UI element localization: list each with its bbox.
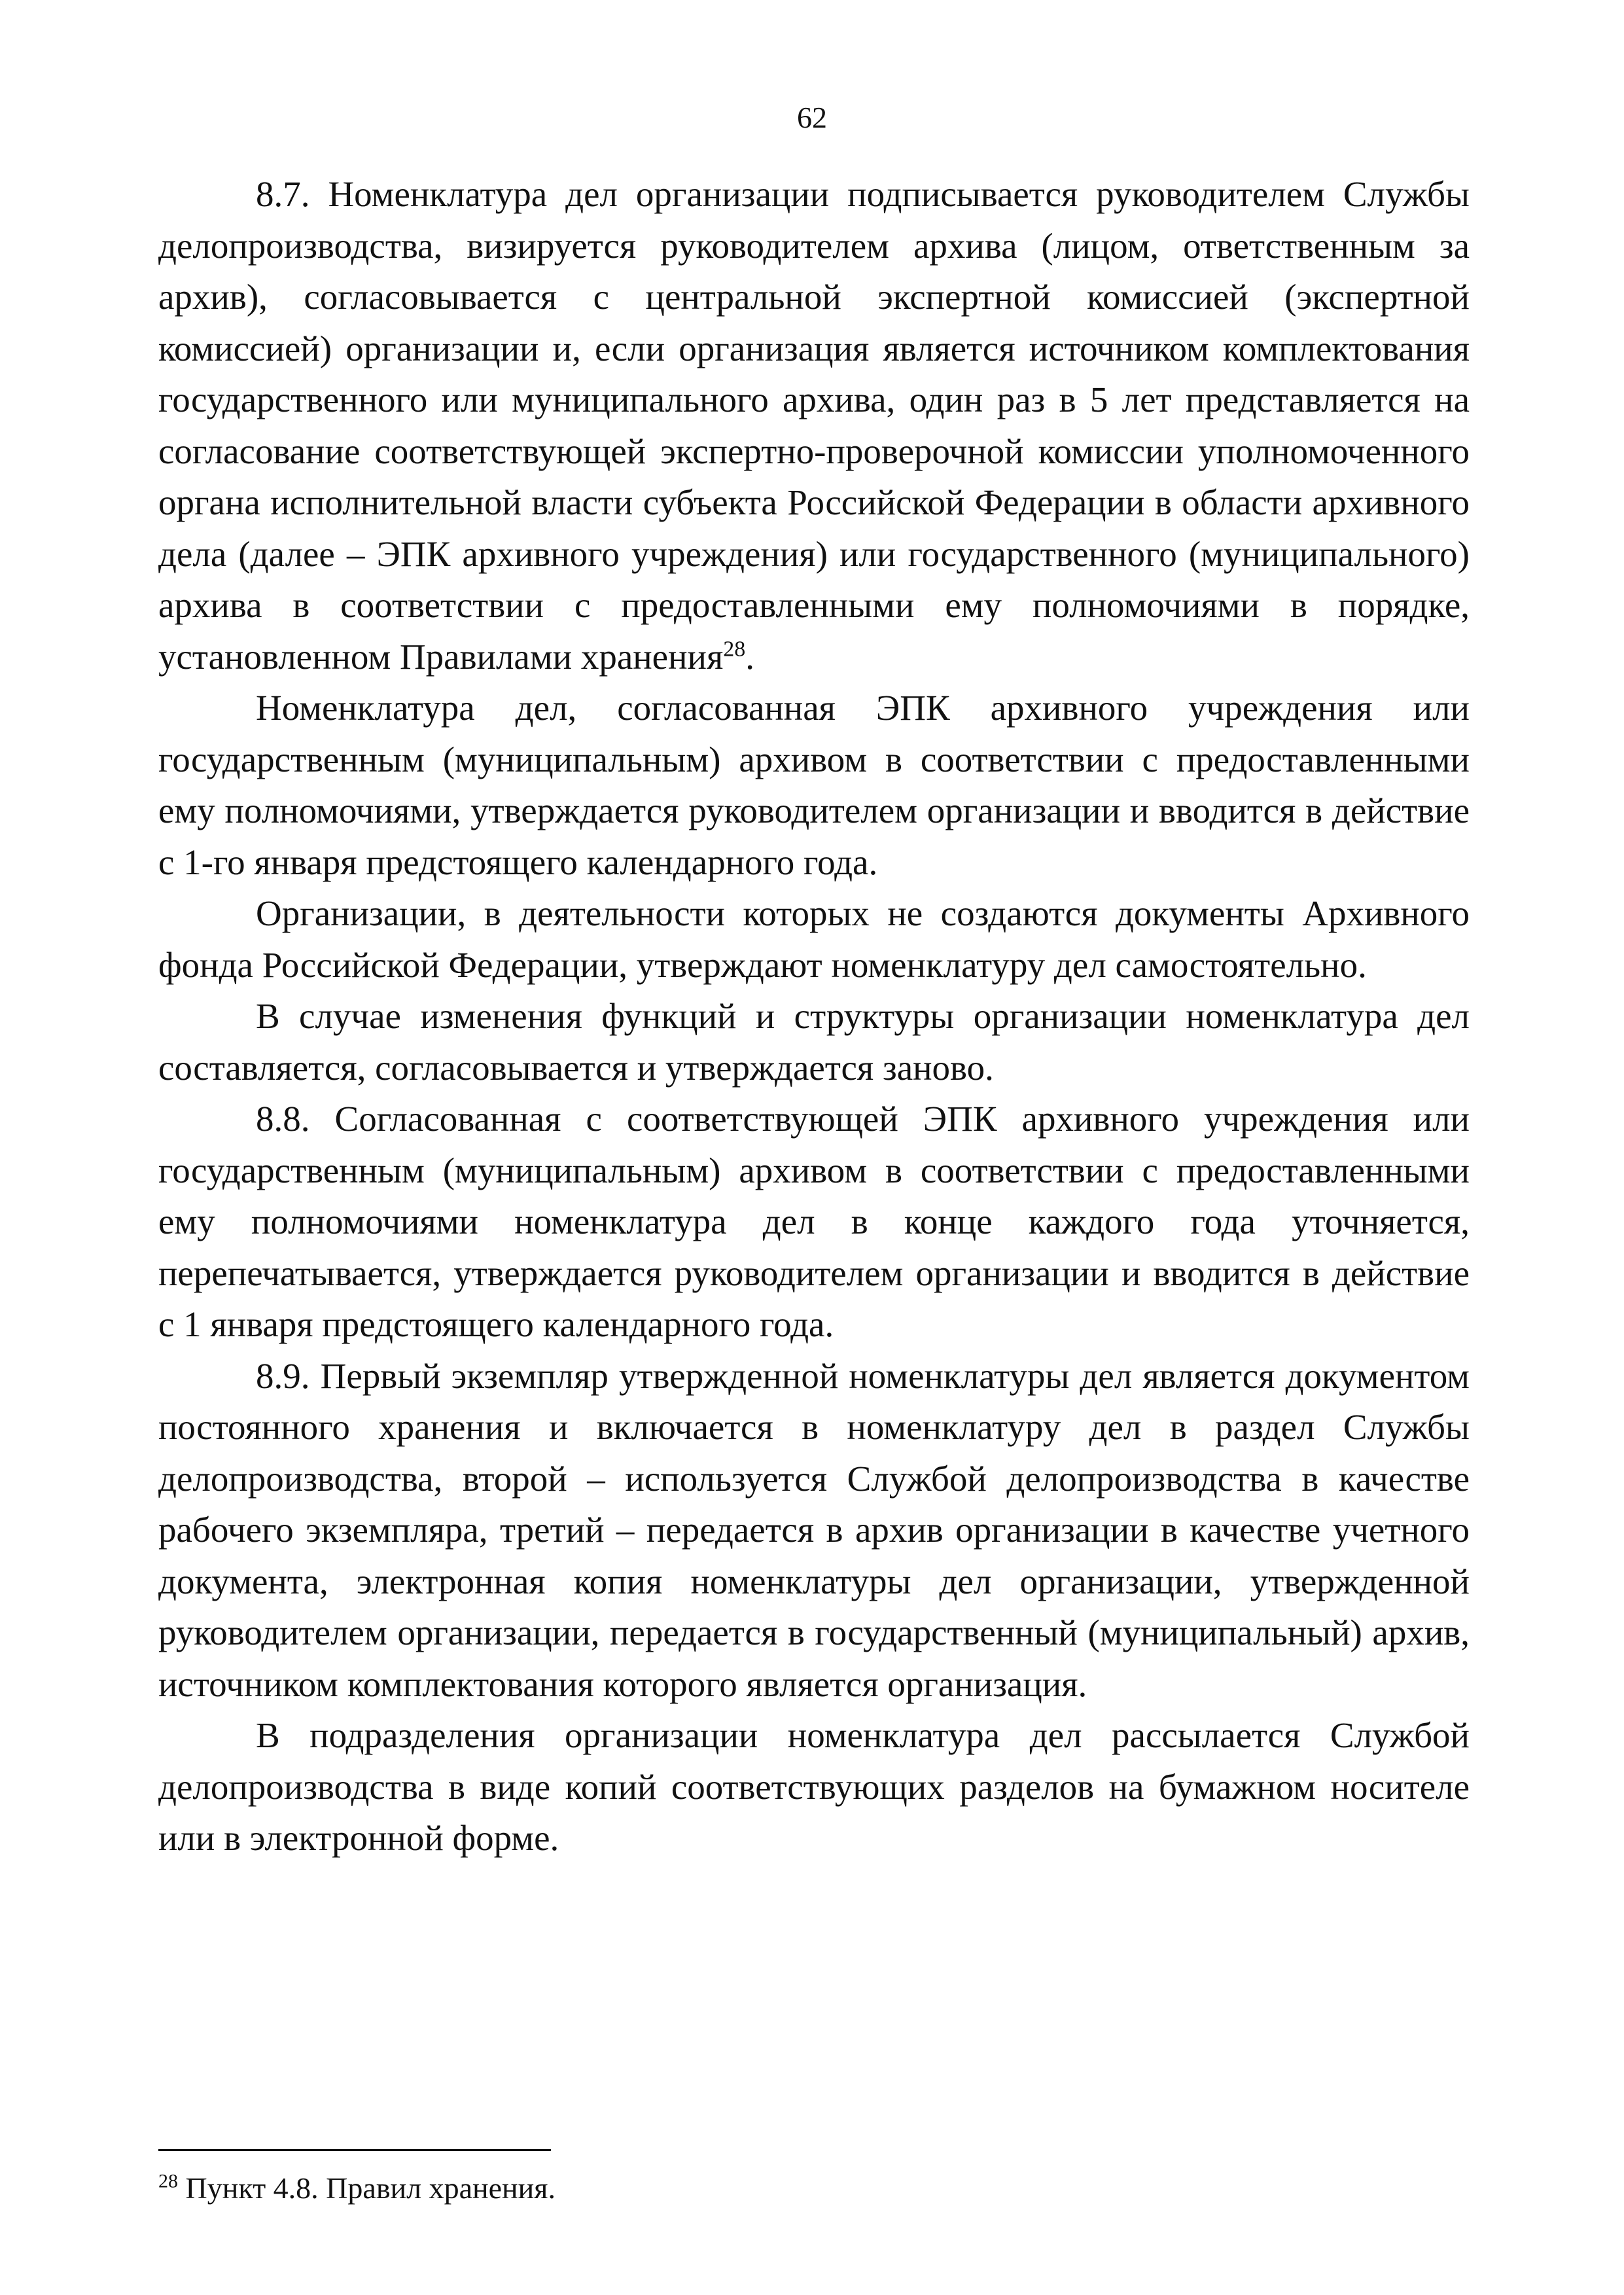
- paragraph-independent-approval: Организации, в деятельности которых не создаются документы Архивного фонда Российской Федерации, утверждают номенклатуру дел самостоятельно.: [158, 893, 1470, 985]
- paragraph-8-8: 8.8. Согласованная с соответствующей ЭПК архивного учреждения или государственным (муниципальным) архивом в соответствии с предоставленными ему полномочиями номенклатура дел в конце каждого года уточняется, перепечатывается, утверждается руководителем организации и вводится в действие с 1 января предстоящего календарного года.: [158, 1099, 1470, 1344]
- footnote-reference[interactable]: 28: [723, 637, 746, 662]
- footnote-number: 28: [158, 2170, 178, 2192]
- paragraph-distribution: В подразделения организации номенклатура дел рассылается Службой делопроизводства в виде копий соответствующих разделов на бумажном носителе или в электронной форме.: [158, 1715, 1470, 1858]
- paragraph-8-7: [158, 169, 1470, 683]
- paragraph-8-9: 8.9. Первый экземпляр утвержденной номенклатуры дел является документом постоянного хранения и включается в номенклатуру дел в раздел Службы делопроизводства, второй – используется Службой делопроизводства в качестве рабочего экземпляра, третий – передается в архив организации в качестве учетного документа, электронная копия номенклатуры дел организации, утвержденной руководителем организации, передается в государственный (муниципальный) архив, источником комплектования которого является организация.: [158, 1355, 1470, 1704]
- paragraph-approval: Номенклатура дел, согласованная ЭПК архивного учреждения или государственным (муниципальным) архивом в соответствии с предоставленными ему полномочиями, утверждается руководителем организации и вводится в действие с 1-го января предстоящего календарного года.: [158, 688, 1470, 882]
- paragraph-text: 8.7. Номенклатура дел организации подписывается руководителем Службы делопроизводства, визируется руководителем архива (лицом, ответственным за архив), согласовывается с центральной экспертной комиссией (экспертной комиссией) организации и, если организация является источником комплектования государственного или муниципального архива, один раз в 5 лет представляется на согласование соответствующей экспертно-проверочной комиссии уполномоченного органа исполнительной власти субъекта Российской Федерации в области архивного дела (далее – ЭПК архивного учреждения) или государственного (муниципального) архива в соответствии с предоставленными ему полномочиями в порядке, установленном Правилами хранения: [158, 174, 1470, 677]
- footnote-divider: [158, 2149, 551, 2151]
- paragraph-tail: .: [745, 636, 754, 677]
- footnote-text: Пункт 4.8. Правил хранения.: [185, 2171, 556, 2205]
- document-body: [158, 169, 1470, 1864]
- page-number: 62: [797, 101, 827, 134]
- footnote: [158, 2168, 1470, 2209]
- paragraph-structure-change: В случае изменения функций и структуры организации номенклатура дел составляется, согласовывается и утверждается заново.: [158, 996, 1470, 1088]
